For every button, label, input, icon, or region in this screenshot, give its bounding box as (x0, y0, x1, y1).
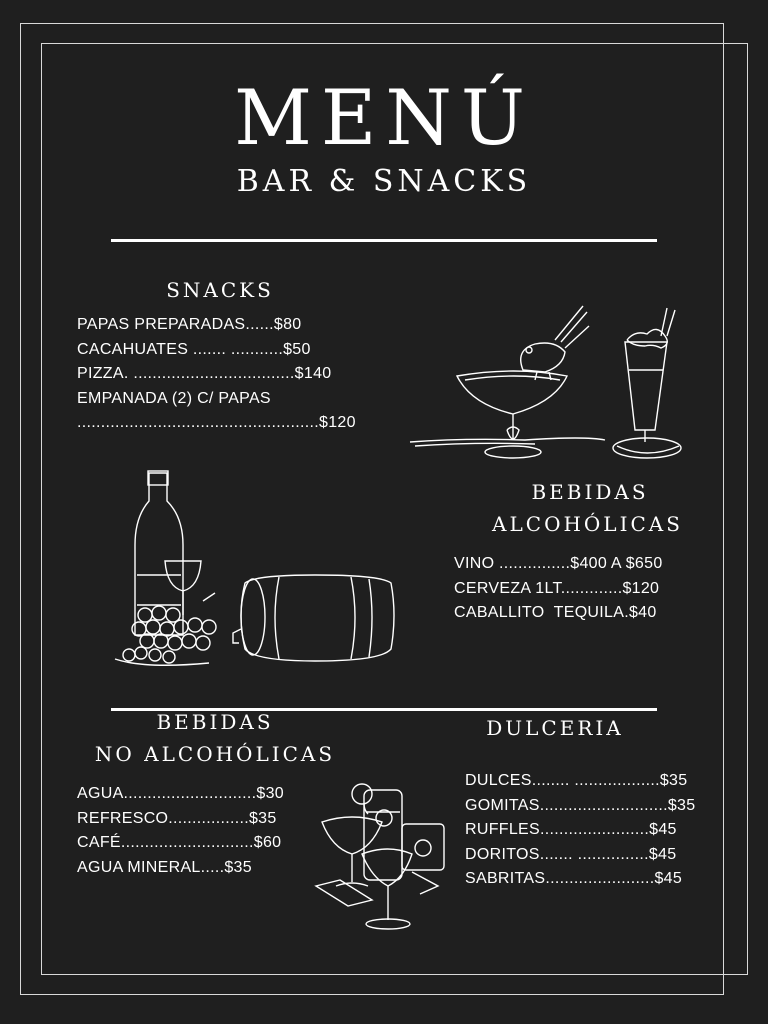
alcoholic-heading-line1: BEBIDAS (531, 480, 649, 504)
wine-grapes-barrel-illustration (105, 465, 405, 675)
snacks-heading: SNACKS (166, 278, 274, 302)
cocktail-bird-illustration (405, 300, 695, 465)
non-alcoholic-item: CAFÉ............................$60 (77, 834, 282, 851)
menu-title: MENÚ (234, 73, 534, 162)
candy-item: DULCES........ ..................$35 (465, 772, 688, 789)
alcoholic-list (454, 552, 663, 626)
alcoholic-item: CERVEZA 1LT.............$120 (454, 579, 660, 597)
candy-item: SABRITAS.......................$45 (465, 870, 683, 887)
non-alcoholic-heading-line1: BEBIDAS (156, 710, 274, 734)
snacks-list (77, 313, 356, 436)
snack-item: PIZZA. ..................................$140 (77, 365, 332, 382)
non-alcoholic-item: REFRESCO.................$35 (77, 809, 277, 827)
snack-item: EMPANADA (2) C/ PAPAS (77, 389, 271, 407)
alcoholic-heading-line2: ALCOHÓLICAS (492, 512, 683, 536)
menu-subtitle: BAR & SNACKS (236, 164, 532, 199)
candy-item: DORITOS....... ...............$45 (465, 845, 677, 863)
candy-heading: DULCERIA (486, 716, 624, 740)
alcoholic-item: CABALLITO TEQUILA.$40 (454, 604, 657, 621)
non-alcoholic-heading-line2: NO ALCOHÓLICAS (94, 742, 336, 766)
non-alcoholic-list (77, 782, 284, 880)
candy-item: RUFFLES.......................$45 (465, 821, 677, 838)
candy-item: GOMITAS...........................$35 (465, 796, 696, 814)
snack-item: CACAHUATES ....... ...........$50 (77, 340, 311, 358)
alcoholic-item: VINO ...............$400 A $650 (454, 555, 663, 572)
non-alcoholic-item: AGUA............................$30 (77, 785, 285, 802)
candy-list (465, 769, 695, 892)
snack-item: PAPAS PREPARADAS......$80 (77, 316, 302, 333)
drinks-glasses-illustration (312, 782, 452, 932)
snack-item: ...................................................$120 (77, 414, 356, 431)
top-divider (111, 239, 657, 242)
non-alcoholic-item: AGUA MINERAL.....$35 (77, 858, 252, 876)
